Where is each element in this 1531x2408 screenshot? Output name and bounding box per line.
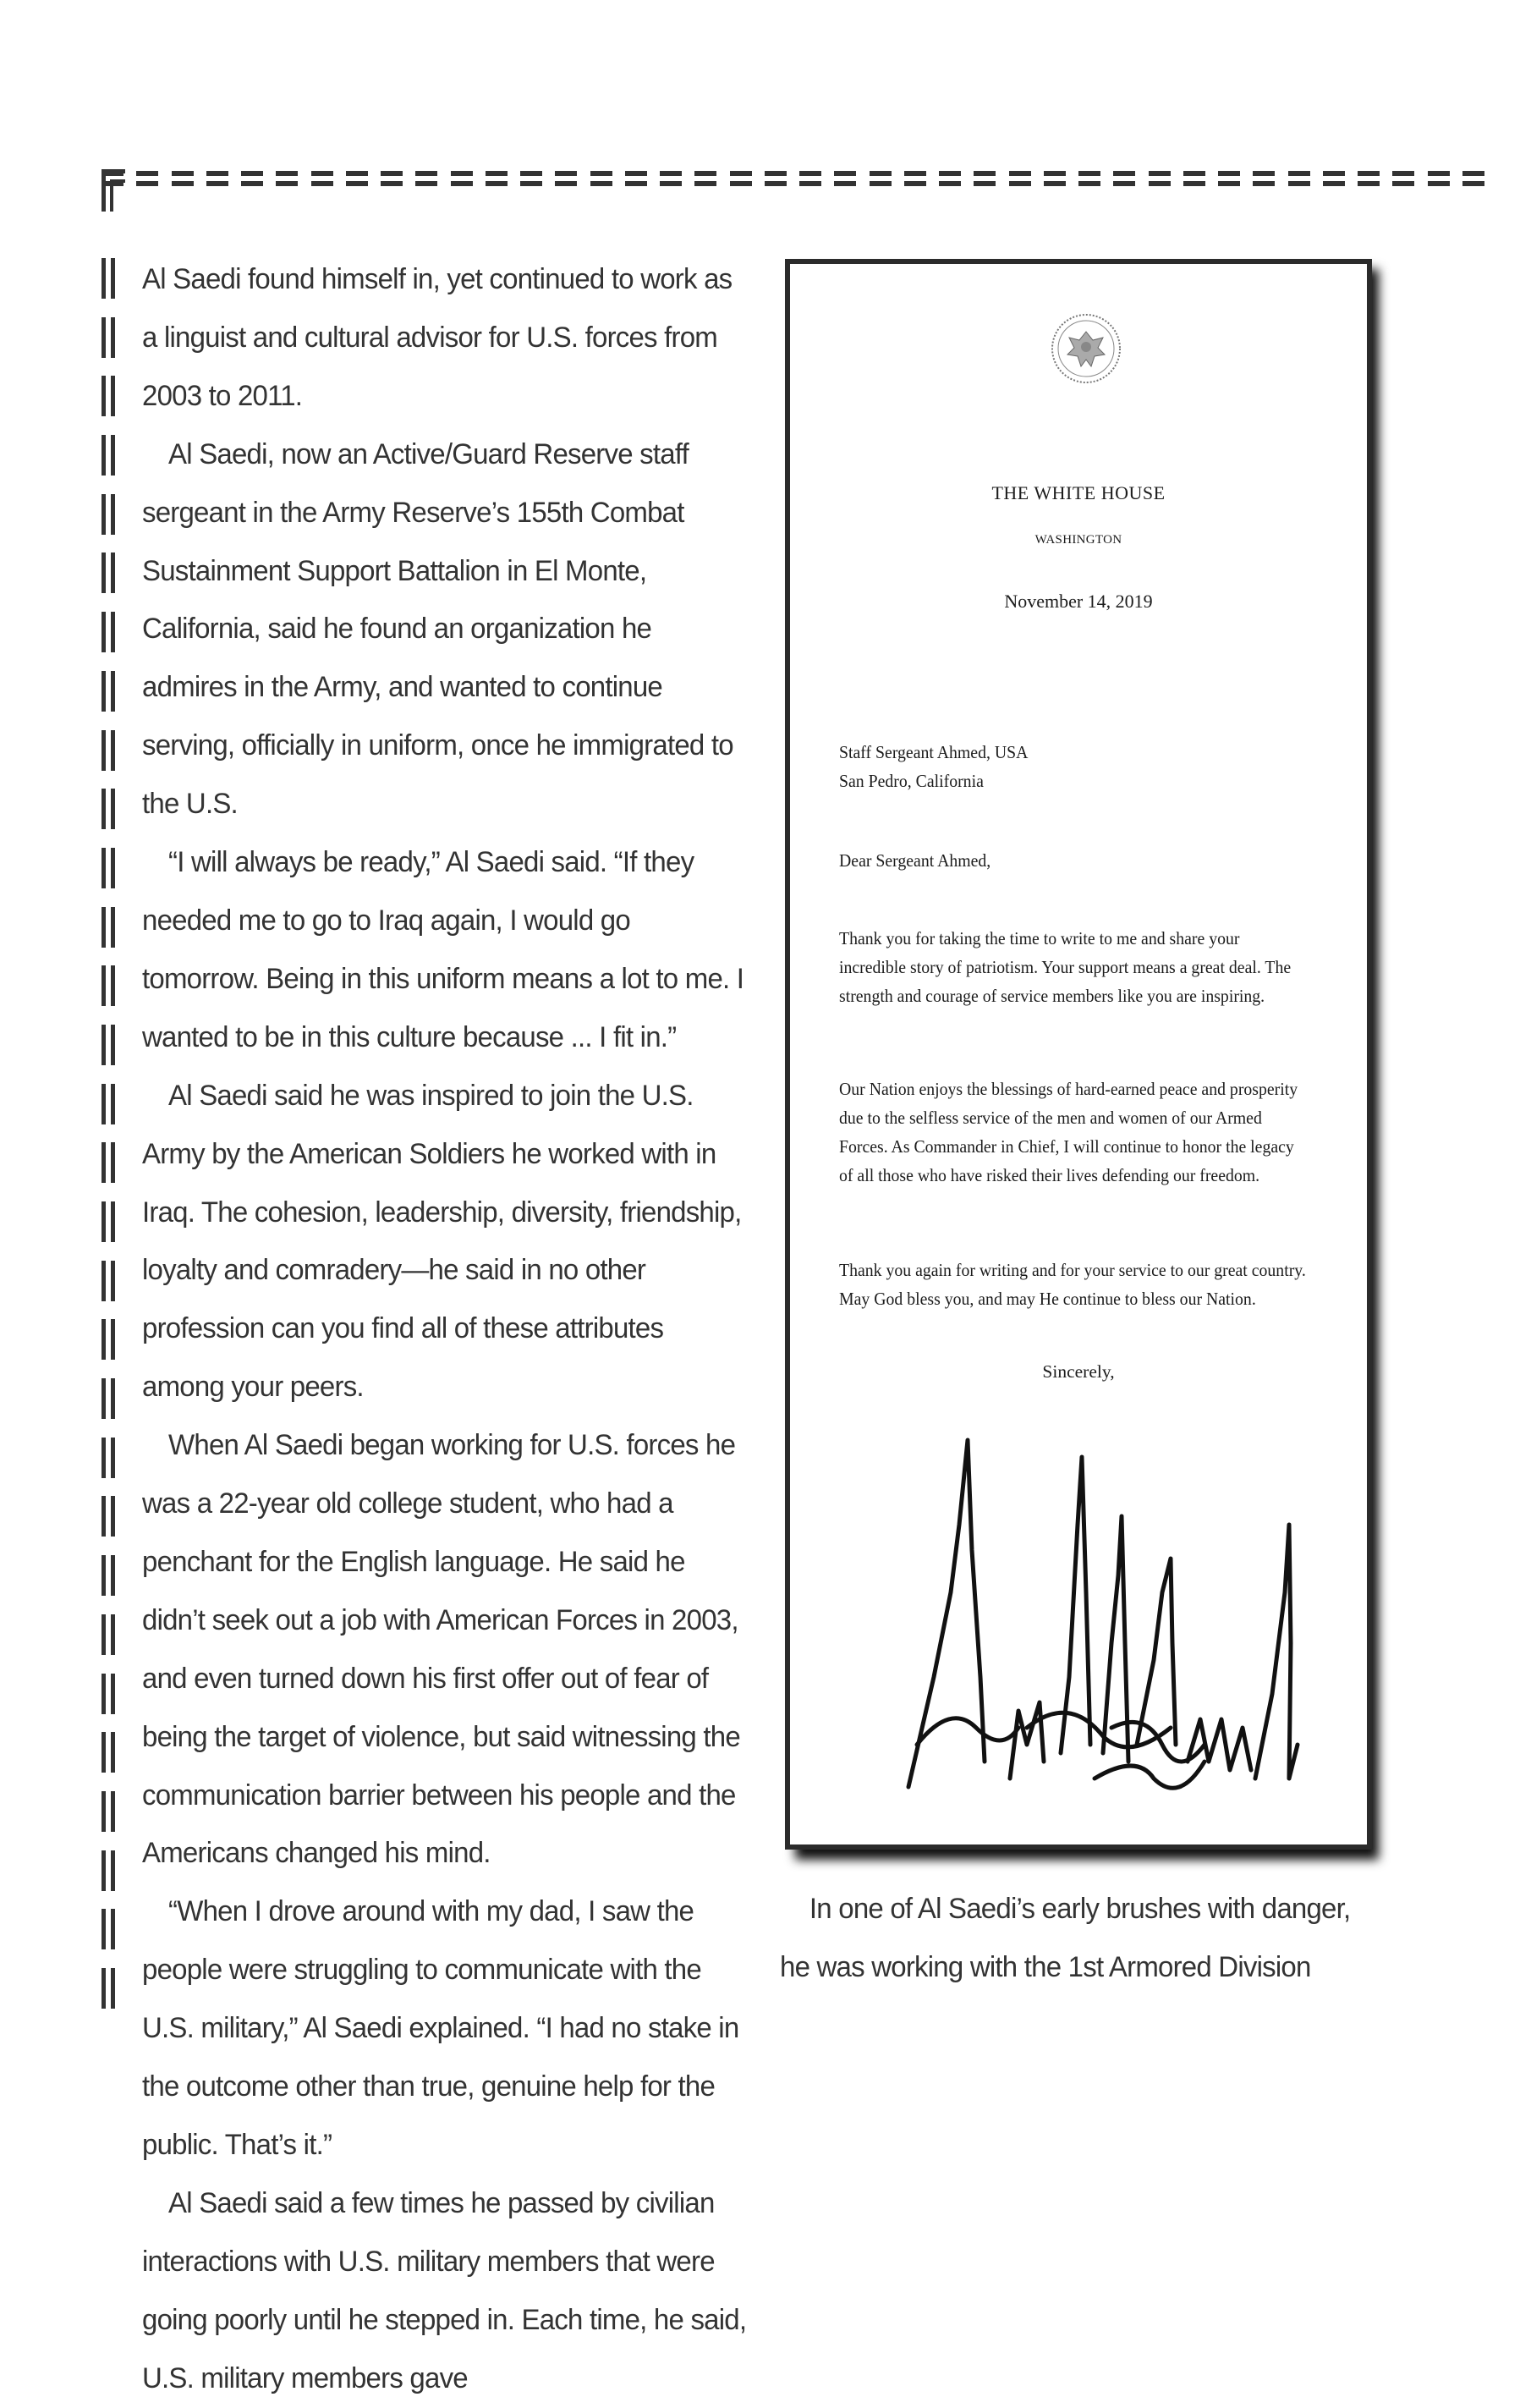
rule-dash: [415, 169, 437, 188]
rule-dash: [1218, 169, 1240, 188]
rule-bar: [102, 1261, 115, 1301]
letter-paragraph: Our Nation enjoys the blessings of hard-earned peace and prosperity due to the selfless service of the men and women of our Armed Forces. As Commander in Chief, I will continue to honor the legacy of all those who have risked their lives defending our freedom.: [839, 1079, 1298, 1185]
rule-dash: [381, 169, 403, 188]
photo-caption: [780, 1880, 1370, 1997]
rule-dash: [694, 169, 716, 188]
salutation: Dear Sergeant Ahmed,: [839, 850, 991, 871]
rule-dash: [1183, 169, 1205, 188]
rule-bar: [102, 1909, 115, 1949]
rule-bar: [102, 494, 115, 535]
rule-dash: [870, 169, 892, 188]
top-dashed-rule: [102, 166, 1484, 191]
signature-icon: [900, 1423, 1306, 1812]
rule-dash: [799, 169, 821, 188]
rule-bar: [102, 907, 115, 948]
rule-dash: [1253, 169, 1275, 188]
rule-dash: [904, 169, 926, 188]
rule-bar: [102, 965, 115, 1006]
rule-bar: [102, 1201, 115, 1242]
rule-dash: [172, 169, 194, 188]
rule-bar: [102, 258, 115, 299]
rule-dash: [102, 169, 123, 188]
recipient-address: [839, 738, 1306, 795]
rule-bar: [102, 376, 115, 416]
rule-dash: [1392, 169, 1414, 188]
rule-dash: [1358, 169, 1380, 188]
rule-bar: [102, 1025, 115, 1065]
article-paragraph: Al Saedi, now an Active/Guard Reserve staff sergeant in the Army Reserve’s 155th Combat Sustainment Support Battalion in El Monte, California, said he found an organization he admires in the Army, and wanted to continue serving, officially in uniform, once he immigrated to the U.S.: [142, 437, 733, 821]
rule-dash: [346, 169, 368, 188]
rule-bar: [102, 1555, 115, 1596]
rule-bar: [102, 1850, 115, 1891]
rule-bar: [102, 612, 115, 652]
rule-dash: [974, 169, 996, 188]
rule-dash: [625, 169, 647, 188]
rule-dash: [834, 169, 856, 188]
letterhead-title: THE WHITE HOUSE: [991, 482, 1166, 503]
rule-dash: [206, 169, 228, 188]
rule-bar: [102, 730, 115, 771]
rule-bar: [102, 553, 115, 593]
letter-paragraph: Thank you again for writing and for your service to our great country. May God bless you, and may He continue to bless our Nation.: [839, 1260, 1306, 1309]
rule-bar: [102, 1142, 115, 1183]
white-house-letter: [785, 259, 1372, 1850]
rule-dash: [730, 169, 752, 188]
rule-dash: [765, 169, 787, 188]
recipient-location: San Pedro, California: [839, 771, 984, 791]
rule-bar: [102, 1968, 115, 2009]
rule-dash: [311, 169, 333, 188]
rule-bar: [102, 1791, 115, 1832]
rule-bar: [102, 848, 115, 888]
rule-bar: [102, 1732, 115, 1773]
rule-dash: [1428, 169, 1450, 188]
rule-dash: [1288, 169, 1310, 188]
letter-closing: Sincerely,: [1042, 1361, 1115, 1382]
article-column: [142, 250, 749, 2408]
rule-dash: [1078, 169, 1100, 188]
rule-bar: [102, 671, 115, 712]
rule-dash: [660, 169, 682, 188]
letterhead-city: WASHINGTON: [1034, 533, 1122, 547]
article-paragraph: When Al Saedi began working for U.S. forces he was a 22-year old college student, who had a penchant for the English language. He said he didn’t seek out a job with American Forces in 2003, and even turned down his first offer out of fear of being the target of violence, but said witnessing the communication barrier between his people and the Americans changed his mind.: [142, 1429, 740, 1870]
rule-dash: [1113, 169, 1135, 188]
article-paragraph: Al Saedi said he was inspired to join the U.S. Army by the American Soldiers he worked with in Iraq. The cohesion, leadership, diversity, friendship, loyalty and comradery—he said in no other profession can you find all of these attributes among your peers.: [142, 1079, 742, 1404]
rule-bar: [102, 1496, 115, 1537]
article-paragraph: “I will always be ready,” Al Saedi said. “If they needed me to go to Iraq again, I would go tomorrow. Being in this uniform means a lot to me. I wanted to be in this culture because ... I fit in.”: [142, 846, 744, 1053]
article-paragraph: Al Saedi found himself in, yet continued to work as a linguist and cultural advisor for U.S. forces from 2003 to 2011.: [142, 263, 733, 412]
rule-dash: [1323, 169, 1345, 188]
rule-dash: [136, 169, 158, 188]
rule-dash: [1149, 169, 1171, 188]
rule-bar: [102, 435, 115, 476]
rule-dash: [590, 169, 612, 188]
rule-dash: [1044, 169, 1066, 188]
caption-text: In one of Al Saedi’s early brushes with danger, he was working with the 1st Armored Division: [780, 1893, 1351, 1983]
rule-bar: [102, 317, 115, 358]
rule-bar: [102, 1438, 115, 1478]
rule-dash: [241, 169, 263, 188]
rule-bar: [102, 1319, 115, 1360]
rule-dash: [486, 169, 508, 188]
recipient-name: Staff Sergeant Ahmed, USA: [839, 742, 1029, 762]
rule-dash: [451, 169, 473, 188]
rule-dash: [520, 169, 542, 188]
rule-dash: [1009, 169, 1031, 188]
left-double-rule: [102, 258, 118, 2009]
rule-bar: [102, 1674, 115, 1714]
presidential-seal-icon: [1049, 294, 1123, 404]
rule-bar: [102, 789, 115, 829]
article-paragraph: Al Saedi said a few times he passed by civilian interactions with U.S. military members that were going poorly until he stepped in. Each time, he said, U.S. military members gave: [142, 2186, 747, 2394]
letter-date: November 14, 2019: [1004, 591, 1153, 612]
letter-paragraph: Thank you for taking the time to write to me and share your incredible story of patriotism. Your support means a great deal. The strength and courage of service members like you are inspiring.: [839, 928, 1292, 1006]
rule-bar: [102, 1614, 115, 1655]
rule-dash: [939, 169, 961, 188]
rule-dash: [276, 169, 298, 188]
rule-bar: [102, 1084, 115, 1124]
rule-bar: [102, 1378, 115, 1419]
rule-dash: [1462, 169, 1484, 188]
article-paragraph: “When I drove around with my dad, I saw the people were struggling to communicate with the U.S. military,” Al Saedi explained. “I had no stake in the outcome other than true, genuine help for the public. That’s it.”: [142, 1895, 739, 2161]
rule-dash: [555, 169, 577, 188]
